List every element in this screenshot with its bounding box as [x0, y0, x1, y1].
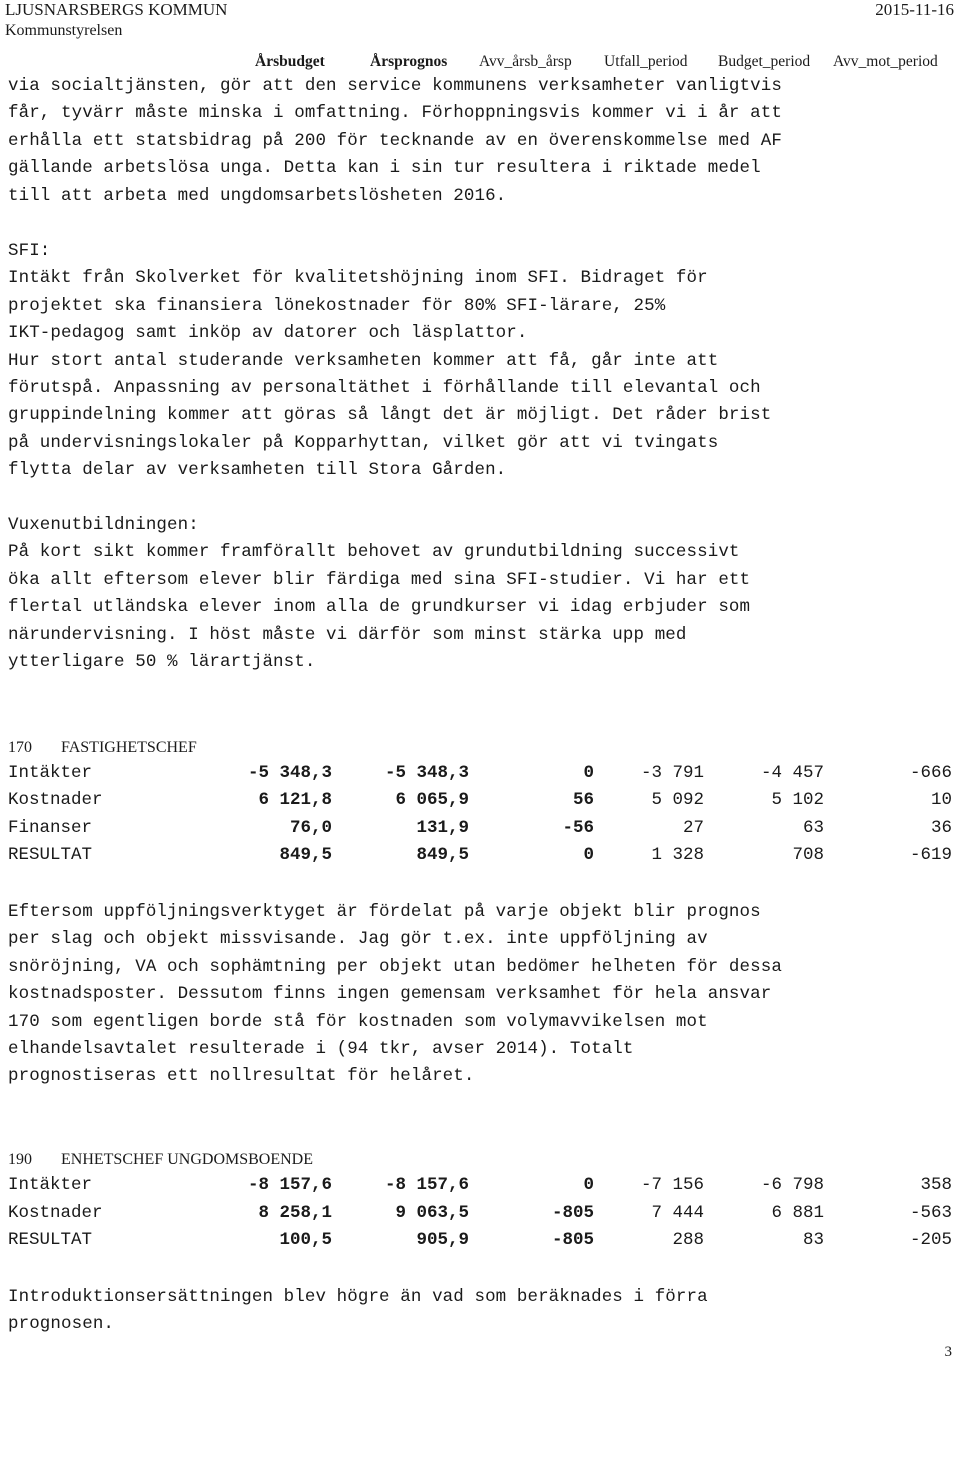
cell-arsbudget: 6 121,8	[258, 790, 332, 810]
cell-avv-arsb-arsp: 56	[572, 790, 594, 810]
cell-avv-arsb-arsp: 0	[583, 845, 594, 865]
cell-budget-period: 63	[802, 818, 824, 838]
column-header-avv-mot-period: Avv_mot_period	[833, 53, 938, 70]
cell-arsprognos: -8 157,6	[384, 1175, 469, 1195]
cell-arsprognos: 849,5	[416, 845, 469, 865]
cell-budget-period: -6 798	[760, 1175, 824, 1195]
cell-utfall-period: -7 156	[640, 1175, 704, 1195]
column-header-arsbudget: Årsbudget	[255, 53, 325, 70]
paragraph-line: flytta delar av verksamheten till Stora Gården.	[8, 460, 507, 481]
paragraph-line: till att arbeta med ungdomsarbetslösheten 2016.	[8, 185, 507, 206]
cell-utfall-period: 5 092	[651, 790, 704, 810]
cell-avv-arsb-arsp: 0	[583, 1175, 594, 1195]
row-label: RESULTAT	[8, 1230, 93, 1250]
paragraph-line: gällande arbetslösa unga. Detta kan i sin tur resultera i riktade medel	[8, 158, 761, 179]
paragraph-line: Hur stort antal studerande verksamheten kommer att få, går inte att	[8, 350, 719, 371]
section-number: 170	[8, 739, 32, 756]
cell-arsprognos: 9 063,5	[395, 1203, 469, 1223]
table-row	[0, 763, 960, 790]
cell-arsbudget: 100,5	[279, 1230, 332, 1250]
cell-utfall-period: -3 791	[640, 763, 704, 783]
paragraph-line: Eftersom uppföljningsverktyget är fördelat på varje objekt blir prognos	[8, 902, 761, 922]
paragraph-line: IKT-pedagog samt inköp av datorer och läsplattor.	[8, 323, 528, 344]
paragraph-line: På kort sikt kommer framförallt behovet av grundutbildning successivt	[8, 542, 740, 563]
cell-arsbudget: 8 258,1	[258, 1203, 332, 1223]
section-170-comment	[8, 899, 782, 1091]
paragraph-line: kostnadsposter. Dessutom finns ingen gemensam verksamhet för hela ansvar	[8, 984, 772, 1005]
section-190-comment	[8, 1284, 708, 1339]
paragraph-line: närundervisning. I höst måste vi därför som minst stärka upp med	[8, 624, 687, 645]
cell-avv-mot-period: -666	[909, 763, 952, 783]
cell-budget-period: 6 881	[771, 1203, 824, 1223]
cell-budget-period: 5 102	[771, 790, 824, 810]
column-header-budget-period: Budget_period	[718, 53, 811, 70]
cell-avv-mot-period: -619	[909, 845, 952, 865]
intro-paragraph	[8, 73, 782, 210]
paragraph-line: 170 som egentligen borde stå för kostnaden som volymavvikelsen mot	[8, 1011, 708, 1032]
section-heading: SFI:	[8, 241, 51, 261]
cell-arsbudget: -8 157,6	[247, 1175, 332, 1195]
cell-avv-arsb-arsp: -56	[562, 818, 594, 838]
paragraph-line: projektet ska finansiera lönekostnader för 80% SFI-lärare, 25%	[8, 295, 666, 316]
table-row	[0, 1175, 960, 1202]
paragraph-line: flertal utländska elever inom alla de grundkurser vi idag erbjuder som	[8, 597, 751, 618]
column-header-arsprognos: Årsprognos	[370, 53, 448, 70]
table-row	[0, 818, 960, 845]
row-label: Intäkter	[8, 1175, 93, 1195]
cell-budget-period: -4 457	[760, 763, 824, 783]
cell-utfall-period: 7 444	[651, 1203, 704, 1223]
vuxenutbildning-section	[8, 512, 750, 676]
column-header-avv-arsb-arsp: Avv_årsb_årsp	[479, 53, 572, 70]
table-row	[0, 1203, 960, 1230]
cell-avv-mot-period: 36	[930, 818, 952, 838]
cell-avv-arsb-arsp: -805	[551, 1230, 594, 1250]
cell-arsprognos: -5 348,3	[384, 763, 469, 783]
paragraph-line: prognosen.	[8, 1314, 115, 1335]
column-header-utfall-period: Utfall_period	[604, 53, 688, 70]
report-date: 2015-11-16	[875, 0, 954, 19]
paragraph-line: snöröjning, VA och sophämtning per objekt utan bedömer helheten för dessa	[8, 956, 782, 977]
paragraph-line: erhålla ett statsbidrag på 200 för tecknande av en överenskommelse med AF	[8, 130, 782, 151]
cell-utfall-period: 288	[672, 1230, 704, 1250]
row-label: Kostnader	[8, 790, 103, 810]
table-row	[0, 1230, 960, 1257]
cell-arsprognos: 6 065,9	[395, 790, 469, 810]
cell-avv-mot-period: -205	[909, 1230, 952, 1250]
paragraph-line: elhandelsavtalet resulterade i (94 tkr, avser 2014). Totalt	[8, 1039, 634, 1060]
cell-avv-arsb-arsp: 0	[583, 763, 594, 783]
paragraph-line: prognostiseras ett nollresultat för helåret.	[8, 1066, 475, 1087]
page-number: 3	[944, 1344, 952, 1360]
paragraph-line: per slag och objekt missvisande. Jag gör t.ex. inte uppföljning av	[8, 929, 708, 950]
section-190-title	[8, 1151, 313, 1169]
table-row	[0, 790, 960, 817]
row-label: RESULTAT	[8, 845, 93, 865]
row-label: Intäkter	[8, 763, 93, 783]
section-170-title	[8, 739, 197, 757]
paragraph-line: gruppindelning kommer att göras så långt det är möjligt. Det råder brist	[8, 405, 772, 426]
section-number: 190	[8, 1151, 32, 1168]
section-name: ENHETSCHEF UNGDOMSBOENDE	[61, 1151, 314, 1168]
cell-avv-arsb-arsp: -805	[551, 1203, 594, 1223]
cell-arsprognos: 131,9	[416, 818, 469, 838]
paragraph-line: Introduktionsersättningen blev högre än vad som beräknades i förra	[8, 1287, 708, 1307]
paragraph-line: via socialtjänsten, gör att den service kommunens verksamheter vanligtvis	[8, 76, 782, 96]
section-heading: Vuxenutbildningen:	[8, 515, 199, 535]
paragraph-line: ytterligare 50 % lärartjänst.	[8, 652, 316, 673]
table-row	[0, 845, 960, 872]
cell-arsbudget: -5 348,3	[247, 763, 332, 783]
paragraph-line: Intäkt från Skolverket för kvalitetshöjning inom SFI. Bidraget för	[8, 268, 708, 289]
cell-avv-mot-period: 358	[920, 1175, 952, 1195]
cell-arsbudget: 849,5	[279, 845, 332, 865]
paragraph-line: på undervisningslokaler på Kopparhyttan, vilket gör att vi tvingats	[8, 432, 719, 453]
section-name: FASTIGHETSCHEF	[61, 739, 197, 756]
organization-name: LJUSNARSBERGS KOMMUN	[5, 0, 228, 19]
row-label: Kostnader	[8, 1203, 103, 1223]
sfi-section	[8, 238, 771, 485]
cell-arsprognos: 905,9	[416, 1230, 469, 1250]
department-name: Kommunstyrelsen	[5, 22, 123, 39]
row-label: Finanser	[8, 818, 93, 838]
paragraph-line: förutspå. Anpassning av personaltäthet i förhållande till elevantal och	[8, 378, 761, 399]
cell-utfall-period: 1 328	[651, 845, 704, 865]
cell-arsbudget: 76,0	[289, 818, 332, 838]
paragraph-line: får, tyvärr måste minska i omfattning. Förhoppningsvis kommer vi i år att	[8, 103, 782, 124]
cell-budget-period: 83	[802, 1230, 824, 1250]
cell-budget-period: 708	[792, 845, 824, 865]
paragraph-line: öka allt eftersom elever blir färdiga med sina SFI-studier. Vi har ett	[8, 569, 751, 590]
cell-avv-mot-period: -563	[909, 1203, 952, 1223]
cell-utfall-period: 27	[682, 818, 704, 838]
cell-avv-mot-period: 10	[930, 790, 952, 810]
